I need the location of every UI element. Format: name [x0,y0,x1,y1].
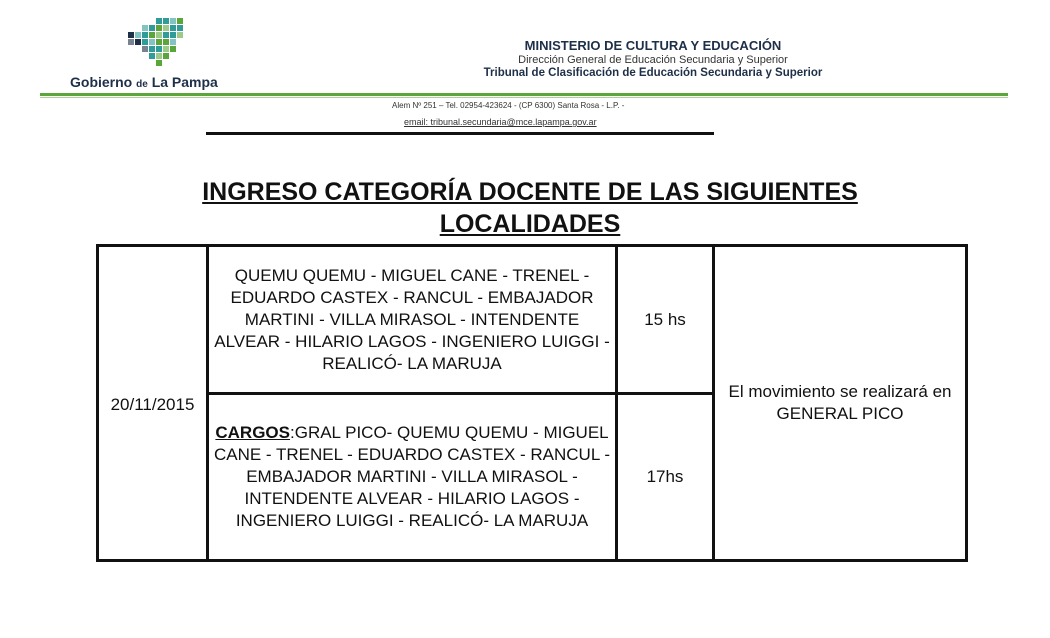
logo-tile [128,32,134,38]
page-title: INGRESO CATEGORÍA DOCENTE DE LAS SIGUIENTES LOCALIDADES [202,178,858,238]
localities-cell [208,246,617,394]
logo-tile [149,39,155,45]
cargo-prefix: CARGOS [215,423,290,442]
header-divider-light [40,97,1008,98]
logo-tile [163,32,169,38]
logo-tile [177,18,183,24]
logo-tile [177,32,183,38]
logo-tile [156,53,162,59]
direction-name: Dirección General de Educación Secundaria y Superior [518,54,788,66]
date-cell [98,246,208,561]
time-value: 15 hs [644,309,686,329]
logo-tile [149,25,155,31]
logo-tile [163,53,169,59]
location-note: El movimiento se realizará en GENERAL PICO [728,382,952,423]
note-cell [714,246,967,561]
localities-text: QUEMU QUEMU - MIGUEL CANE - TRENEL - EDUARDO CASTEX - RANCUL - EMBAJADOR MARTINI - VILLA MIRASOL - INTENDENTE ALVEAR - HILARIO LAGOS - INGENIERO LUIGGI - REALICÓ- LA MARUJA [214,265,610,373]
logo-tile [156,46,162,52]
logo-tile [135,39,141,45]
email-link[interactable]: email: tribunal.secundaria@mce.lapampa.gov.ar [404,117,597,127]
logo-tile [170,25,176,31]
logo-tile [170,18,176,24]
logo-tile [149,53,155,59]
time-cell [617,394,714,561]
gobierno-logo [66,18,256,96]
logo-tile [163,18,169,24]
logo-tile [142,39,148,45]
logo-tile [163,39,169,45]
logo-tile [156,18,162,24]
logo-tile [149,46,155,52]
logo-tile [142,32,148,38]
logo-tile [156,32,162,38]
section-divider [206,132,714,135]
ministry-heading [418,38,888,79]
logo-wordmark: Gobierno de La Pampa [70,74,218,90]
logo-tile [170,39,176,45]
logo-tile [170,46,176,52]
header-divider [40,93,1008,96]
logo-mosaic-icon [128,18,188,74]
logo-tile [142,46,148,52]
table-row [98,246,967,394]
date-value: 20/11/2015 [110,395,195,414]
time-value: 17hs [646,467,684,486]
logo-tile [177,25,183,31]
tribunal-name: Tribunal de Clasificación de Educación Secundaria y Superior [483,67,823,79]
logo-tile [149,32,155,38]
ministry-name: MINISTERIO DE CULTURA Y EDUCACIÓN [524,38,782,53]
address-line: Alem Nº 251 – Tel. 02954-423624 - (CP 6300) Santa Rosa - L.P. - [392,101,625,110]
logo-tile [163,25,169,31]
localities-cell [208,394,617,561]
logo-tile [128,39,134,45]
logo-tile [156,60,162,66]
logo-tile [156,25,162,31]
time-cell [617,246,714,394]
logo-tile [142,25,148,31]
localities-text: :GRAL PICO- QUEMU QUEMU - MIGUEL CANE - TRENEL - EDUARDO CASTEX - RANCUL - EMBAJADOR MARTINI - VILLA MIRASOL - INTENDENTE ALVEAR - HILARIO LAGOS - INGENIERO LUIGGI - REALICÓ- LA MARUJA [213,423,611,530]
logo-tile [156,39,162,45]
logo-tile [163,46,169,52]
logo-tile [170,32,176,38]
schedule-table [96,244,968,562]
logo-tile [135,32,141,38]
